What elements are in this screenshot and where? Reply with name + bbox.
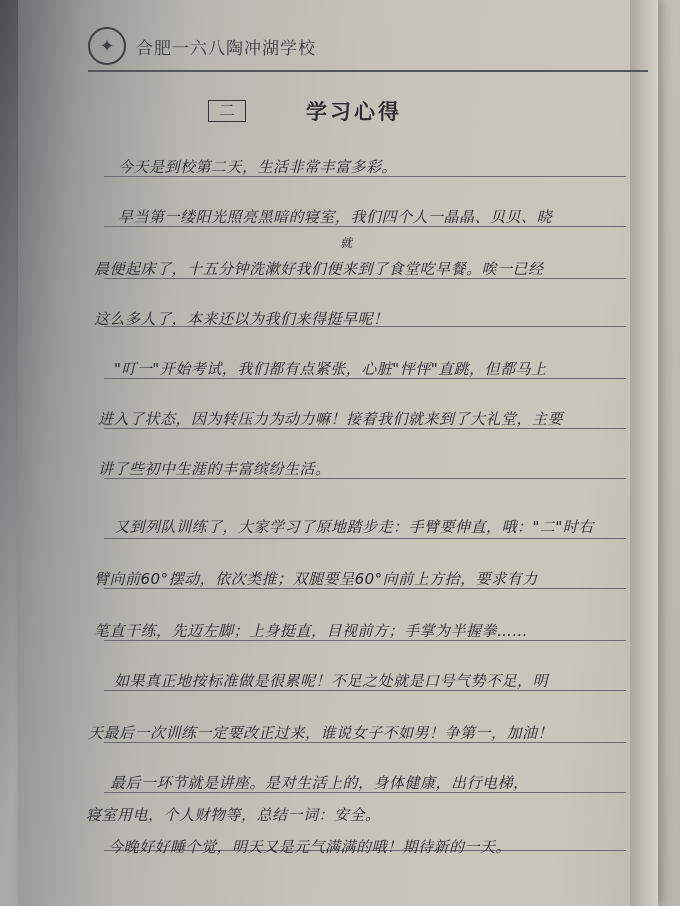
title-row (208, 96, 402, 126)
text-line: 早当第一缕阳光照亮黑暗的寝室，我们四个人一晶晶、贝贝、晓 (118, 208, 553, 226)
section-number: 二 (208, 100, 246, 122)
text-line: 这么多人了，本来还以为我们来得挺早呢！ (94, 310, 389, 328)
text-line: 天最后一次训练一定要改正过来，谁说女子不如男！争第一，加油！ (88, 724, 554, 742)
text-line: "叮一"开始考试，我们都有点紧张，心脏"怦怦"直跳，但都马上 (114, 360, 547, 378)
school-name: 合肥一六八陶冲湖学校 (136, 38, 316, 59)
inserted-character: 就 (340, 236, 353, 250)
text-line: 最后一环节就是讲座。是对生活上的，身体健康，出行电梯， (110, 774, 529, 792)
notebook-page (18, 0, 658, 906)
text-line: 又到列队训练了，大家学习了原地踏步走：手臂要伸直，哦："二"时右 (114, 518, 594, 536)
text-line: 进入了状态，因为转压力为动力嘛！接着我们就来到了大礼堂，主要 (98, 410, 564, 428)
text-line: 讲了些初中生涯的丰富缤纷生活。 (98, 460, 331, 478)
header-rule (88, 70, 648, 72)
text-line: 今晚好好睡个觉，明天又是元气满满的哦！期待新的一天。 (108, 838, 512, 856)
text-line: 如果真正地按标准做是很累呢！不足之处就是口号气势不足，明 (114, 672, 549, 690)
school-logo-icon: ✦ (88, 27, 126, 65)
text-line: 晨便起床了，十五分钟洗漱好我们便来到了食堂吃早餐。唉一已经 (94, 260, 544, 278)
page-title: 学习心得 (306, 100, 403, 124)
text-line: 笔直干练，先迈左脚；上身挺直，目视前方；手掌为半握拳…… (94, 622, 529, 640)
text-line: 寝室用电，个人财物等，总结一词：安全。 (86, 806, 381, 824)
text-line: 今天是到校第二天，生活非常丰富多彩。 (118, 158, 398, 176)
ruled-line (104, 538, 626, 539)
page-edge (630, 0, 658, 906)
page-header (88, 26, 316, 66)
text-line: 臂向前60°摆动，依次类推；双腿要呈60°向前上方抬，要求有力 (94, 570, 538, 588)
